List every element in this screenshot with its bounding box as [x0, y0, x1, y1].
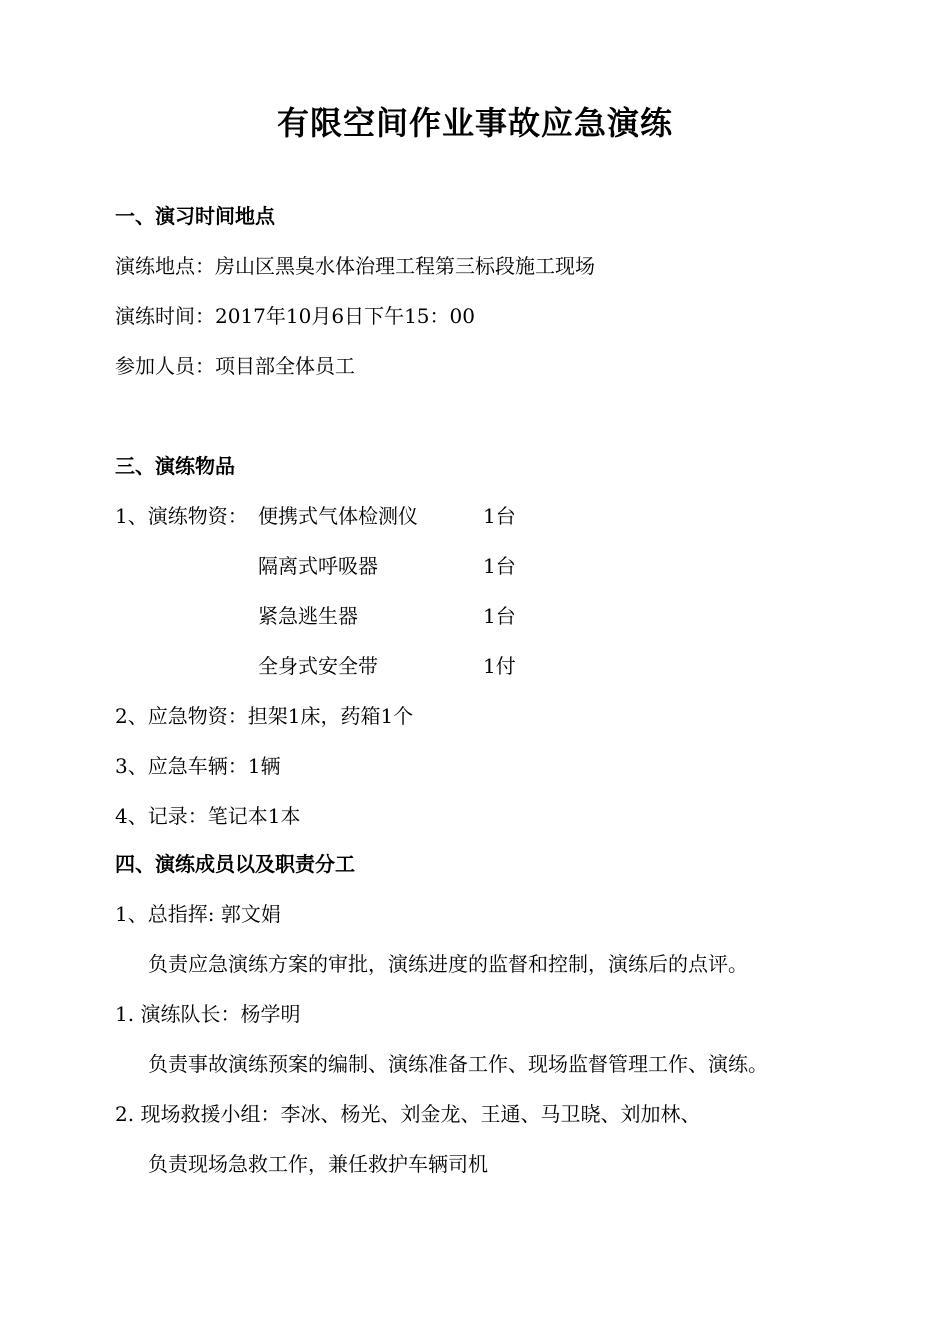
role-description: 负责事故演练预案的编制、演练准备工作、现场监督管理工作、演练。 [148, 1052, 768, 1076]
drill-participants: 参加人员：项目部全体员工 [115, 354, 355, 378]
drill-location: 演练地点：房山区黑臭水体治理工程第三标段施工现场 [115, 254, 595, 278]
material-name: 便携式气体检测仪 [258, 504, 418, 528]
role-title: 1、总指挥: 郭文娟 [115, 902, 281, 926]
material-name: 隔离式呼吸器 [258, 554, 378, 578]
section-heading: 一、演习时间地点 [115, 204, 275, 228]
drill-time: 演练时间：2017年10月6日下午15：00 [115, 304, 475, 328]
role-title: 2. 现场救援小组：李冰、杨光、刘金龙、王通、马卫晓、刘加林、 [115, 1102, 701, 1126]
material-qty: 1付 [483, 654, 516, 678]
material-name: 紧急逃生器 [258, 604, 358, 628]
materials-label: 1、演练物资： [115, 504, 248, 528]
emergency-vehicles: 3、应急车辆：1辆 [115, 754, 281, 778]
material-qty: 1台 [483, 554, 516, 578]
records: 4、记录：笔记本1本 [115, 804, 301, 828]
material-qty: 1台 [483, 604, 516, 628]
section-heading: 三、演练物品 [115, 454, 235, 478]
material-name: 全身式安全带 [258, 654, 378, 678]
section-heading: 四、演练成员以及职责分工 [115, 852, 355, 876]
role-description: 负责现场急救工作，兼任救护车辆司机 [148, 1152, 488, 1176]
emergency-supplies: 2、应急物资：担架1床，药箱1个 [115, 704, 414, 728]
role-description: 负责应急演练方案的审批，演练进度的监督和控制，演练后的点评。 [148, 952, 748, 976]
document-title: 有限空间作业事故应急演练 [276, 104, 673, 142]
role-title: 1. 演练队长：杨学明 [115, 1002, 301, 1026]
material-qty: 1台 [483, 504, 516, 528]
